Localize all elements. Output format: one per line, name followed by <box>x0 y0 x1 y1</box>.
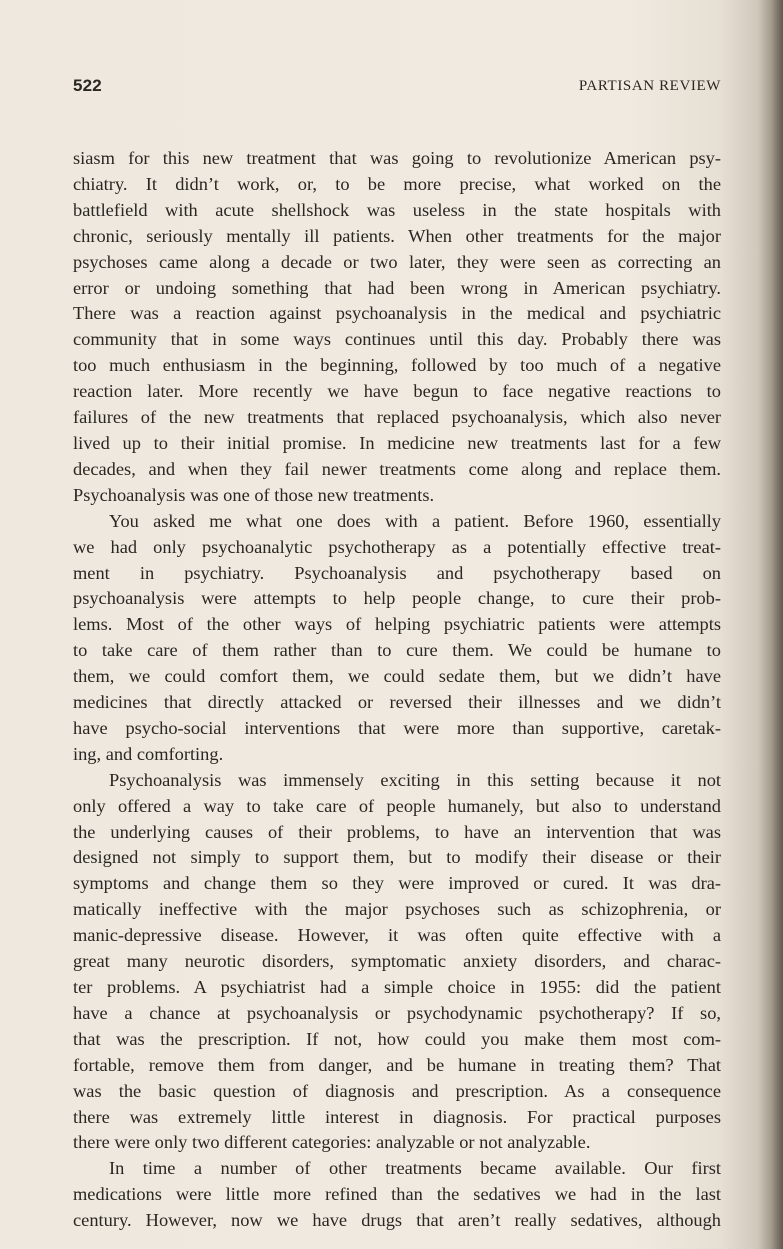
text-line: siasm for this new treatment that was going to revolutionize American psy- <box>73 148 721 168</box>
text-line: matically ineffective with the major psychoses such as schizophrenia, or <box>73 899 721 920</box>
text-line: lived up to their initial promise. In medicine new treatments last for a few <box>73 432 721 453</box>
text-line: was the basic question of diagnosis and prescription. As a consequence <box>73 1080 721 1101</box>
text-line: designed not simply to support them, but to modify their disease or their <box>73 847 721 868</box>
text-line: we had only psychoanalytic psychotherapy as a potentially effective treat- <box>73 536 721 557</box>
body-text <box>73 146 721 1234</box>
text-line: Psychoanalysis was one of those new treatments. <box>73 484 435 505</box>
text-line: You asked me what one does with a patient. Before 1960, essentially <box>109 510 721 531</box>
text-line: have a chance at psychoanalysis or psychodynamic psychotherapy? If so, <box>73 1002 721 1023</box>
text-line: symptoms and change them so they were improved or cured. It was dra- <box>73 873 721 894</box>
text-line: too much enthusiasm in the beginning, followed by too much of a negative <box>73 355 721 376</box>
text-line: have psycho-social interventions that were more than supportive, caretak- <box>73 717 721 738</box>
text-line: In time a number of other treatments became available. Our first <box>109 1158 721 1179</box>
text-line: error or undoing something that had been wrong in American psychiatry. <box>73 277 721 298</box>
text-line: chiatry. It didn’t work, or, to be more precise, what worked on the <box>73 173 721 194</box>
text-line: community that in some ways continues until this day. Probably there was <box>73 329 721 350</box>
text-line: ing, and comforting. <box>73 743 224 764</box>
text-line: There was a reaction against psychoanalysis in the medical and psychiatric <box>73 303 721 324</box>
text-line: Psychoanalysis was immensely exciting in this setting because it not <box>109 769 721 790</box>
text-line: chronic, seriously mentally ill patients. When other treatments for the major <box>73 225 721 246</box>
text-line: great many neurotic disorders, symptomatic anxiety disorders, and charac- <box>73 951 721 972</box>
spine-shadow <box>757 0 783 1249</box>
page-number: 522 <box>73 76 102 95</box>
text-line: century. However, now we have drugs that aren’t really sedatives, although <box>73 1210 721 1231</box>
text-line: medicines that directly attacked or reversed their illnesses and we didn’t <box>73 692 721 713</box>
text-line: decades, and when they fail newer treatments come along and replace them. <box>73 458 721 479</box>
text-line: that was the prescription. If not, how could you make them most com- <box>73 1028 721 1049</box>
text-line: failures of the new treatments that replaced psychoanalysis, which also never <box>73 407 721 428</box>
text-line: there were only two different categories: analyzable or not analyzable. <box>73 1132 591 1153</box>
text-line: psychoanalysis were attempts to help people change, to cure their prob- <box>73 588 721 609</box>
text-line: manic-depressive disease. However, it was often quite effective with a <box>73 925 721 946</box>
text-line: lems. Most of the other ways of helping psychiatric patients were attempts <box>73 614 721 635</box>
text-line: there was extremely little interest in diagnosis. For practical purposes <box>73 1106 721 1127</box>
text-line: fortable, remove them from danger, and be humane in treating them? That <box>73 1054 721 1075</box>
text-line: ment in psychiatry. Psychoanalysis and psychotherapy based on <box>73 562 721 583</box>
text-line: only offered a way to take care of people humanely, but also to understand <box>73 795 721 816</box>
text-line: the underlying causes of their problems, to have an intervention that was <box>73 821 721 842</box>
page-header <box>73 76 721 100</box>
text-line: medications were little more refined than the sedatives we had in the last <box>73 1184 721 1205</box>
text-line: to take care of them rather than to cure them. We could be humane to <box>73 640 721 661</box>
text-line: psychoses came along a decade or two later, they were seen as correcting an <box>73 251 721 272</box>
text-line: battlefield with acute shellshock was useless in the state hospitals with <box>73 199 721 220</box>
text-line: reaction later. More recently we have begun to face negative reactions to <box>73 381 721 402</box>
running-head: PARTISAN REVIEW <box>578 78 721 94</box>
text-line: them, we could comfort them, we could sedate them, but we didn’t have <box>73 666 721 687</box>
text-line: ter problems. A psychiatrist had a simple choice in 1955: did the patient <box>73 977 721 997</box>
